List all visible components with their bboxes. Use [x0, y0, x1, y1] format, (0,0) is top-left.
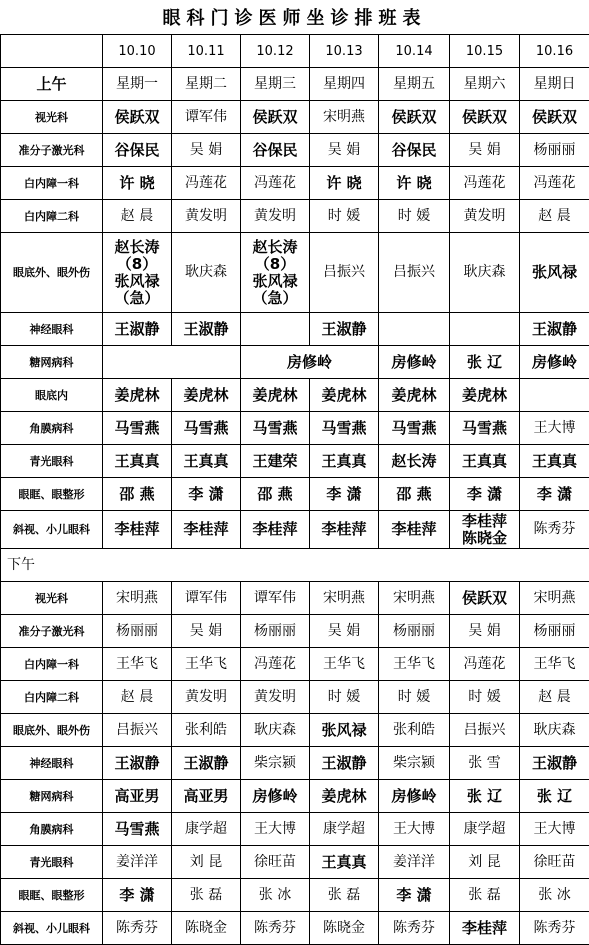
table-row: [1, 681, 589, 714]
schedule-cell: 房修岭: [379, 346, 450, 379]
schedule-cell: 侯跃双: [450, 582, 520, 615]
weekday-header: 星期四: [310, 68, 379, 101]
table-row: [1, 478, 589, 511]
table-row: [1, 747, 589, 780]
schedule-cell: 宋明燕: [310, 101, 379, 134]
schedule-cell: 王大博: [520, 813, 589, 846]
table-row: [1, 167, 589, 200]
schedule-cell: 李桂萍: [379, 511, 450, 549]
table-row: [1, 846, 589, 879]
schedule-cell: 陈秀芬: [379, 912, 450, 945]
schedule-cell: 陈秀芬: [241, 912, 310, 945]
schedule-cell: 张 辽: [520, 780, 589, 813]
schedule-cell: 陈秀芬: [103, 912, 172, 945]
schedule-cell: 宋明燕: [103, 582, 172, 615]
table-row: [1, 68, 589, 101]
schedule-cell: 王淑静: [172, 747, 241, 780]
schedule-cell: 吴 娟: [310, 615, 379, 648]
schedule-cell: 侯跃双: [450, 101, 520, 134]
schedule-cell: 李桂萍 陈晓金: [450, 511, 520, 549]
department-label: 视光科: [1, 582, 103, 615]
department-label: 白内障一科: [1, 648, 103, 681]
schedule-cell: 李 潇: [520, 478, 589, 511]
schedule-cell: 马雪燕: [310, 412, 379, 445]
schedule-cell: 王大博: [520, 412, 589, 445]
schedule-cell: 高亚男: [172, 780, 241, 813]
schedule-cell: 王真真: [310, 445, 379, 478]
table-row: [1, 615, 589, 648]
department-label: 眼底外、眼外伤: [1, 233, 103, 313]
weekday-header: 星期三: [241, 68, 310, 101]
table-row: [1, 648, 589, 681]
schedule-cell: 徐旺苗: [241, 846, 310, 879]
schedule-cell: 冯莲花: [241, 648, 310, 681]
schedule-cell: 耿庆森: [520, 714, 589, 747]
schedule-cell: 王真真: [103, 445, 172, 478]
schedule-cell: 时 媛: [310, 200, 379, 233]
schedule-cell: 王大博: [379, 813, 450, 846]
schedule-cell: 邵 燕: [379, 478, 450, 511]
schedule-cell: 马雪燕: [450, 412, 520, 445]
schedule-cell: 张 磊: [450, 879, 520, 912]
schedule-cell: [103, 346, 241, 379]
schedule-cell: 马雪燕: [241, 412, 310, 445]
weekday-header: 星期五: [379, 68, 450, 101]
schedule-cell: 王真真: [450, 445, 520, 478]
schedule-cell: 姜虎林: [172, 379, 241, 412]
department-label: 青光眼科: [1, 846, 103, 879]
table-row: [1, 582, 589, 615]
schedule-cell: 侯跃双: [103, 101, 172, 134]
schedule-cell: 房修岭: [520, 346, 589, 379]
schedule-cell: 姜虎林: [241, 379, 310, 412]
schedule-cell: 宋明燕: [520, 582, 589, 615]
schedule-cell: 王淑静: [520, 313, 589, 346]
schedule-cell: 吴 娟: [450, 134, 520, 167]
department-label: 白内障一科: [1, 167, 103, 200]
department-label: 角膜病科: [1, 813, 103, 846]
schedule-cell: 王华飞: [172, 648, 241, 681]
schedule-cell: 张风禄: [520, 233, 589, 313]
schedule-cell: 赵 晨: [520, 681, 589, 714]
schedule-cell: 谭军伟: [172, 101, 241, 134]
schedule-cell: 马雪燕: [172, 412, 241, 445]
schedule-cell: 刘 昆: [450, 846, 520, 879]
schedule-cell: 谭军伟: [172, 582, 241, 615]
weekday-header: 星期二: [172, 68, 241, 101]
department-label: 眼底内: [1, 379, 103, 412]
schedule-cell: 谷保民: [103, 134, 172, 167]
schedule-cell: 吴 娟: [450, 615, 520, 648]
schedule-cell: 吕振兴: [379, 233, 450, 313]
schedule-cell: 黄发明: [172, 200, 241, 233]
department-label: 糖网病科: [1, 346, 103, 379]
schedule-cell: 姜虎林: [310, 379, 379, 412]
schedule-cell: [450, 313, 520, 346]
schedule-cell: 王淑静: [310, 313, 379, 346]
table-row: [1, 412, 589, 445]
schedule-cell: 李 潇: [450, 478, 520, 511]
schedule-cell: 姜虎林: [103, 379, 172, 412]
schedule-cell: 张 冰: [520, 879, 589, 912]
schedule-cell: 耿庆森: [450, 233, 520, 313]
weekday-header: 星期六: [450, 68, 520, 101]
schedule-cell: 李 潇: [310, 478, 379, 511]
schedule-cell: 耿庆森: [172, 233, 241, 313]
schedule-cell: 张利皓: [379, 714, 450, 747]
table-row: [1, 549, 589, 582]
schedule-cell: 许 晓: [310, 167, 379, 200]
table-row: [1, 813, 589, 846]
table-row: [1, 200, 589, 233]
date-header: 10.15: [450, 35, 520, 68]
schedule-cell: 侯跃双: [520, 101, 589, 134]
schedule-cell: 赵 晨: [103, 200, 172, 233]
department-label: 白内障二科: [1, 200, 103, 233]
schedule-cell: 马雪燕: [379, 412, 450, 445]
schedule-cell: 张 磊: [310, 879, 379, 912]
schedule-cell: [379, 313, 450, 346]
schedule-cell: 李桂萍: [310, 511, 379, 549]
schedule-cell: 侯跃双: [379, 101, 450, 134]
schedule-cell: 邵 燕: [103, 478, 172, 511]
table-row: [1, 134, 589, 167]
schedule-cell: 高亚男: [103, 780, 172, 813]
schedule-cell: 吕振兴: [103, 714, 172, 747]
schedule-cell: 姜虎林: [310, 780, 379, 813]
schedule-cell: 王淑静: [172, 313, 241, 346]
schedule-cell: 李桂萍: [241, 511, 310, 549]
schedule-cell: 张 雪: [450, 747, 520, 780]
schedule-cell: 张 辽: [450, 346, 520, 379]
table-row: [1, 714, 589, 747]
schedule-cell: 姜洋洋: [379, 846, 450, 879]
schedule-cell: 徐旺苗: [520, 846, 589, 879]
table-row: [1, 35, 589, 68]
schedule-cell: 康学超: [172, 813, 241, 846]
date-header: 10.10: [103, 35, 172, 68]
schedule-cell: 刘 昆: [172, 846, 241, 879]
schedule-cell: 王真真: [520, 445, 589, 478]
schedule-cell: 王华飞: [310, 648, 379, 681]
schedule-cell: 冯莲花: [450, 648, 520, 681]
schedule-cell: 杨丽丽: [379, 615, 450, 648]
schedule-cell: 谭军伟: [241, 582, 310, 615]
schedule-cell: 黄发明: [172, 681, 241, 714]
schedule-cell: 王华飞: [520, 648, 589, 681]
schedule-cell: 房修岭: [241, 346, 379, 379]
schedule-table: [0, 34, 589, 945]
table-row: [1, 346, 589, 379]
schedule-cell: 柴宗颍: [379, 747, 450, 780]
schedule-cell: [241, 313, 310, 346]
table-row: [1, 879, 589, 912]
schedule-cell: 王华飞: [379, 648, 450, 681]
schedule-cell: 赵长涛 （8） 张风禄 （急）: [241, 233, 310, 313]
schedule-cell: 杨丽丽: [241, 615, 310, 648]
schedule-cell: 杨丽丽: [520, 615, 589, 648]
schedule-cell: 陈秀芬: [520, 511, 589, 549]
schedule-cell: 王建荣: [241, 445, 310, 478]
schedule-cell: 王华飞: [103, 648, 172, 681]
schedule-cell: 赵长涛: [379, 445, 450, 478]
schedule-cell: 谷保民: [241, 134, 310, 167]
schedule-cell: 张 冰: [241, 879, 310, 912]
schedule-cell: 陈晓金: [310, 912, 379, 945]
schedule-cell: 张 磊: [172, 879, 241, 912]
date-header: 10.14: [379, 35, 450, 68]
schedule-cell: 时 媛: [379, 200, 450, 233]
schedule-cell: 王淑静: [103, 313, 172, 346]
schedule-cell: 柴宗颍: [241, 747, 310, 780]
department-label: 视光科: [1, 101, 103, 134]
schedule-cell: 李桂萍: [450, 912, 520, 945]
schedule-cell: 张 辽: [450, 780, 520, 813]
schedule-cell: 王淑静: [103, 747, 172, 780]
schedule-cell: 李桂萍: [172, 511, 241, 549]
schedule-cell: 赵长涛 （8） 张风禄 （急）: [103, 233, 172, 313]
department-label: 白内障二科: [1, 681, 103, 714]
schedule-cell: 陈秀芬: [520, 912, 589, 945]
schedule-cell: 张风禄: [310, 714, 379, 747]
schedule-cell: 王真真: [172, 445, 241, 478]
schedule-cell: 谷保民: [379, 134, 450, 167]
schedule-cell: 姜虎林: [450, 379, 520, 412]
schedule-cell: 邵 燕: [241, 478, 310, 511]
department-label: 角膜病科: [1, 412, 103, 445]
schedule-cell: 许 晓: [379, 167, 450, 200]
schedule-cell: 房修岭: [241, 780, 310, 813]
schedule-cell: 王淑静: [310, 747, 379, 780]
page-title: 眼科门诊医师坐诊排班表: [0, 0, 589, 34]
schedule-cell: [520, 379, 589, 412]
date-header: 10.11: [172, 35, 241, 68]
schedule-cell: 侯跃双: [241, 101, 310, 134]
schedule-cell: 康学超: [450, 813, 520, 846]
table-row: [1, 511, 589, 549]
table-row: [1, 101, 589, 134]
schedule-cell: 王淑静: [520, 747, 589, 780]
schedule-cell: 黄发明: [450, 200, 520, 233]
corner-cell: [1, 35, 103, 68]
schedule-cell: 许 晓: [103, 167, 172, 200]
schedule-cell: 杨丽丽: [103, 615, 172, 648]
date-header: 10.12: [241, 35, 310, 68]
schedule-cell: 房修岭: [379, 780, 450, 813]
schedule-cell: 王大博: [241, 813, 310, 846]
schedule-cell: 吴 娟: [310, 134, 379, 167]
table-row: [1, 445, 589, 478]
schedule-cell: 李 潇: [172, 478, 241, 511]
department-label: 斜视、小儿眼科: [1, 511, 103, 549]
schedule-cell: 李桂萍: [103, 511, 172, 549]
department-label: 眼底外、眼外伤: [1, 714, 103, 747]
department-label: 糖网病科: [1, 780, 103, 813]
schedule-cell: 姜虎林: [379, 379, 450, 412]
schedule-cell: 姜洋洋: [103, 846, 172, 879]
section-label-morning: 上午: [1, 68, 103, 101]
schedule-cell: 吴 娟: [172, 615, 241, 648]
department-label: 准分子激光科: [1, 134, 103, 167]
schedule-cell: 冯莲花: [241, 167, 310, 200]
table-row: [1, 313, 589, 346]
schedule-cell: 吕振兴: [310, 233, 379, 313]
schedule-cell: 李 潇: [379, 879, 450, 912]
schedule-cell: 马雪燕: [103, 813, 172, 846]
schedule-cell: 康学超: [310, 813, 379, 846]
department-label: 斜视、小儿眼科: [1, 912, 103, 945]
schedule-cell: 宋明燕: [310, 582, 379, 615]
schedule-cell: 马雪燕: [103, 412, 172, 445]
table-row: [1, 912, 589, 945]
schedule-cell: 赵 晨: [103, 681, 172, 714]
schedule-cell: 吕振兴: [450, 714, 520, 747]
table-row: [1, 379, 589, 412]
schedule-cell: 宋明燕: [379, 582, 450, 615]
schedule-cell: 赵 晨: [520, 200, 589, 233]
schedule-cell: 冯莲花: [450, 167, 520, 200]
schedule-cell: 张利皓: [172, 714, 241, 747]
date-header: 10.13: [310, 35, 379, 68]
schedule-cell: 吴 娟: [172, 134, 241, 167]
department-label: 准分子激光科: [1, 615, 103, 648]
schedule-cell: 黄发明: [241, 681, 310, 714]
weekday-header: 星期一: [103, 68, 172, 101]
schedule-cell: 杨丽丽: [520, 134, 589, 167]
schedule-cell: 陈晓金: [172, 912, 241, 945]
weekday-header: 星期日: [520, 68, 589, 101]
department-label: 神经眼科: [1, 313, 103, 346]
schedule-cell: 耿庆森: [241, 714, 310, 747]
department-label: 神经眼科: [1, 747, 103, 780]
schedule-cell: 王真真: [310, 846, 379, 879]
schedule-cell: 李 潇: [103, 879, 172, 912]
department-label: 青光眼科: [1, 445, 103, 478]
table-row: [1, 780, 589, 813]
date-header: 10.16: [520, 35, 589, 68]
schedule-cell: 时 媛: [379, 681, 450, 714]
department-label: 眼眶、眼整形: [1, 879, 103, 912]
section-label-afternoon: 下午: [1, 549, 589, 582]
schedule-cell: 冯莲花: [172, 167, 241, 200]
schedule-cell: 黄发明: [241, 200, 310, 233]
schedule-cell: 冯莲花: [520, 167, 589, 200]
department-label: 眼眶、眼整形: [1, 478, 103, 511]
schedule-cell: 时 媛: [310, 681, 379, 714]
schedule-cell: 时 媛: [450, 681, 520, 714]
table-row: [1, 233, 589, 313]
